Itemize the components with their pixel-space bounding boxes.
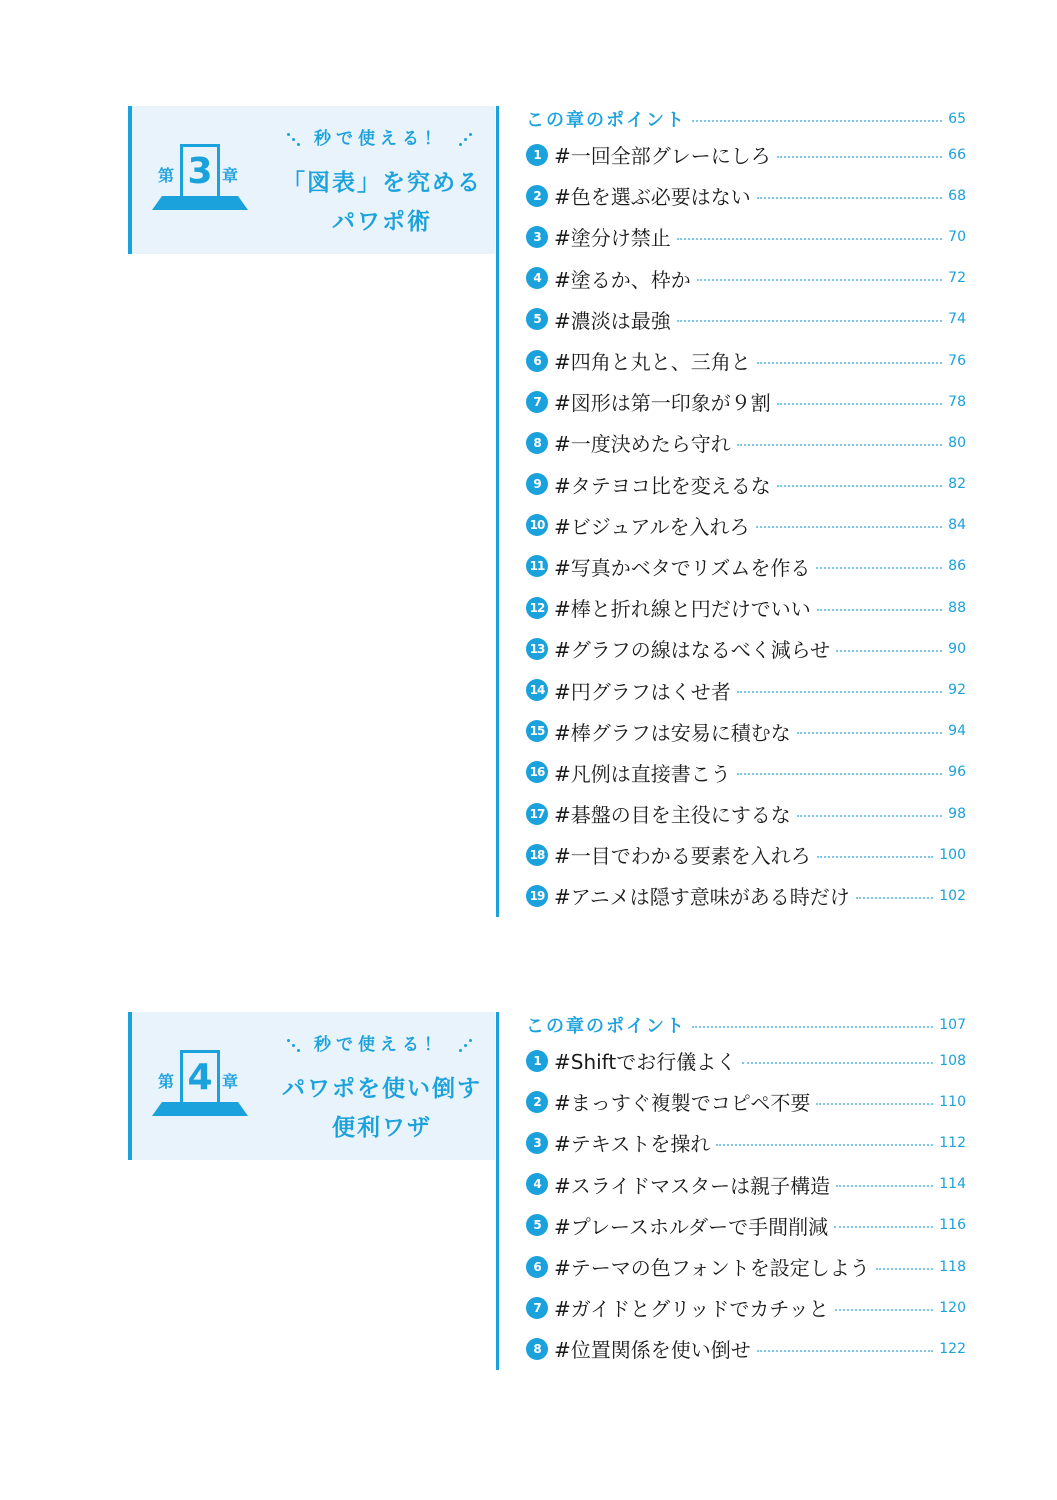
- dot-leader: [817, 856, 934, 858]
- chapter-3-toc: [496, 106, 976, 917]
- sparkle-left-icon: [285, 1038, 303, 1052]
- item-number-badge: 14: [526, 679, 548, 701]
- page-number: 65: [948, 111, 966, 127]
- page-number: 116: [939, 1217, 966, 1234]
- item-title: #濃淡は最強: [554, 308, 671, 333]
- dot-leader: [836, 650, 942, 652]
- item-title: #碁盤の目を主役にするな: [554, 803, 791, 828]
- toc-item[interactable]: [526, 464, 966, 505]
- toc-item[interactable]: [526, 1164, 966, 1205]
- dot-leader: [856, 897, 934, 899]
- page-number: 120: [939, 1299, 966, 1316]
- item-number-badge: 4: [526, 267, 548, 289]
- page-number: 84: [948, 517, 966, 534]
- item-number-badge: 13: [526, 638, 548, 660]
- toc-item[interactable]: [526, 711, 966, 752]
- item-number-badge: 17: [526, 803, 548, 825]
- chapter-4-toc: [496, 1012, 976, 1370]
- toc-list: [499, 134, 976, 917]
- toc-item[interactable]: [526, 1287, 966, 1328]
- page-number: 82: [948, 476, 966, 493]
- item-title: #塗分け禁止: [554, 226, 671, 251]
- toc-item[interactable]: [526, 505, 966, 546]
- chapter-title-line2: 便利ワザ: [332, 1115, 432, 1141]
- page-number: 78: [948, 393, 966, 410]
- toc-item[interactable]: [526, 834, 966, 875]
- item-number-badge: 12: [526, 597, 548, 619]
- toc-item[interactable]: [526, 1040, 966, 1081]
- toc-item[interactable]: [526, 258, 966, 299]
- dot-leader: [777, 485, 942, 487]
- item-title: #まっすぐ複製でコピペ不要: [554, 1091, 811, 1116]
- chapter-3-panel: [128, 106, 495, 254]
- page-number: 96: [948, 764, 966, 781]
- item-number-badge: 8: [526, 432, 548, 454]
- item-number-badge: 6: [526, 1256, 548, 1278]
- page-number: 68: [948, 187, 966, 204]
- toc-item[interactable]: [526, 875, 966, 916]
- page-number: 72: [948, 270, 966, 287]
- dot-leader: [876, 1268, 934, 1270]
- dot-leader: [777, 156, 942, 158]
- chapter-title-line1: 「図表」を究める: [282, 170, 482, 196]
- page-number: 102: [939, 887, 966, 904]
- chapter-badge: [152, 1050, 248, 1120]
- page-number: 88: [948, 599, 966, 616]
- item-number-badge: 11: [526, 555, 548, 577]
- dot-leader: [797, 732, 942, 734]
- item-number-badge: 19: [526, 885, 548, 907]
- item-number-badge: 16: [526, 761, 548, 783]
- page-number: 92: [948, 682, 966, 699]
- points-label: この章のポイント: [526, 1016, 686, 1037]
- dot-leader: [756, 526, 943, 528]
- dot-leader: [737, 773, 942, 775]
- chapter-word-dai: 第: [158, 1072, 175, 1091]
- dot-leader: [677, 320, 942, 322]
- chapter-word-shou: 章: [222, 166, 239, 185]
- page-number: 110: [939, 1093, 966, 1110]
- item-title: #ビジュアルを入れろ: [554, 514, 750, 539]
- item-title: #テーマの色フォントを設定しよう: [554, 1256, 870, 1281]
- page-number: 107: [939, 1017, 966, 1033]
- chapter-number: 3: [180, 144, 220, 196]
- chapter-title: [262, 164, 502, 242]
- dot-leader: [716, 1144, 933, 1146]
- toc-item[interactable]: [526, 216, 966, 257]
- dot-leader: [757, 197, 942, 199]
- catch-text: 秒で使える！: [314, 1035, 446, 1055]
- item-title: #凡例は直接書こう: [554, 761, 731, 786]
- chapter-4-panel: [128, 1012, 495, 1160]
- item-title: #タテヨコ比を変えるな: [554, 473, 771, 498]
- catch-text: 秒で使える！: [314, 129, 446, 149]
- item-number-badge: 5: [526, 1214, 548, 1236]
- item-number-badge: 15: [526, 720, 548, 742]
- toc-item[interactable]: [526, 134, 966, 175]
- item-number-badge: 9: [526, 473, 548, 495]
- page-number: 66: [948, 146, 966, 163]
- item-number-badge: 10: [526, 514, 548, 536]
- toc-item[interactable]: [526, 1122, 966, 1163]
- toc-item[interactable]: [526, 546, 966, 587]
- dot-leader: [677, 238, 942, 240]
- chapter-badge: [152, 144, 248, 214]
- toc-item[interactable]: [526, 1246, 966, 1287]
- toc-item[interactable]: [526, 669, 966, 710]
- points-label: この章のポイント: [526, 110, 686, 131]
- dot-leader: [777, 403, 942, 405]
- dot-leader: [742, 1062, 933, 1064]
- toc-item[interactable]: [526, 340, 966, 381]
- chapter-number: 4: [180, 1050, 220, 1102]
- item-number-badge: 3: [526, 226, 548, 248]
- item-number-badge: 2: [526, 185, 548, 207]
- dot-leader: [816, 567, 942, 569]
- item-number-badge: 4: [526, 1173, 548, 1195]
- item-title: #塗るか、枠か: [554, 267, 691, 292]
- page-number: 100: [939, 846, 966, 863]
- item-title: #テキストを操れ: [554, 1132, 711, 1157]
- dot-leader: [737, 691, 942, 693]
- laptop-base-icon: [162, 1102, 238, 1116]
- item-number-badge: 3: [526, 1132, 548, 1154]
- item-title: #四角と丸と、三角と: [554, 350, 751, 375]
- page-number: 86: [948, 558, 966, 575]
- item-title: #Shiftでお行儀よく: [554, 1050, 737, 1075]
- toc-item[interactable]: [526, 793, 966, 834]
- toc-item[interactable]: [526, 422, 966, 463]
- chapter-catchphrase: [270, 124, 490, 149]
- toc-item[interactable]: [526, 1081, 966, 1122]
- laptop-base-icon: [162, 196, 238, 210]
- item-title: #棒と折れ線と円だけでいい: [554, 597, 811, 622]
- page-number: 70: [948, 228, 966, 245]
- item-title: #図形は第一印象が９割: [554, 391, 771, 416]
- item-title: #アニメは隠す意味がある時だけ: [554, 885, 850, 910]
- item-number-badge: 1: [526, 1050, 548, 1072]
- toc-list: [499, 1040, 976, 1370]
- dot-leader: [737, 444, 942, 446]
- item-title: #色を選ぶ必要はない: [554, 185, 751, 210]
- chapter-word-dai: 第: [158, 166, 175, 185]
- toc-points-row[interactable]: [526, 106, 966, 132]
- chapter-catchphrase: [270, 1030, 490, 1055]
- item-number-badge: 18: [526, 844, 548, 866]
- page-number: 114: [939, 1176, 966, 1193]
- item-title: #一度決めたら守れ: [554, 432, 731, 457]
- dot-leader: [692, 1026, 933, 1028]
- toc-item[interactable]: [526, 299, 966, 340]
- chapter-word-shou: 章: [222, 1072, 239, 1091]
- item-number-badge: 2: [526, 1091, 548, 1113]
- item-title: #プレースホルダーで手間削減: [554, 1214, 829, 1239]
- sparkle-right-icon: [457, 1038, 475, 1052]
- toc-item[interactable]: [526, 1205, 966, 1246]
- item-number-badge: 8: [526, 1338, 548, 1360]
- item-title: #スライドマスターは親子構造: [554, 1173, 831, 1198]
- dot-leader: [692, 120, 942, 122]
- dot-leader: [835, 1309, 934, 1311]
- dot-leader: [817, 609, 942, 611]
- page-number: 94: [948, 723, 966, 740]
- chapter-title-line1: パワポを使い倒す: [282, 1076, 482, 1102]
- toc-item[interactable]: [526, 175, 966, 216]
- item-title: #一回全部グレーにしろ: [554, 144, 771, 169]
- toc-points-row[interactable]: [526, 1012, 966, 1038]
- page-number: 76: [948, 352, 966, 369]
- dot-leader: [797, 815, 942, 817]
- sparkle-left-icon: [285, 132, 303, 146]
- page-number: 118: [939, 1258, 966, 1275]
- chapter-title-line2: パワポ術: [332, 209, 432, 235]
- page-number: 80: [948, 434, 966, 451]
- item-number-badge: 7: [526, 1297, 548, 1319]
- page-number: 90: [948, 640, 966, 657]
- dot-leader: [697, 279, 942, 281]
- item-title: #一目でわかる要素を入れろ: [554, 844, 811, 869]
- page-number: 74: [948, 311, 966, 328]
- item-title: #グラフの線はなるべく減らせ: [554, 638, 831, 663]
- page-number: 108: [939, 1052, 966, 1069]
- dot-leader: [757, 1350, 934, 1352]
- dot-leader: [757, 362, 942, 364]
- toc-item[interactable]: [526, 587, 966, 628]
- item-number-badge: 5: [526, 308, 548, 330]
- dot-leader: [836, 1185, 933, 1187]
- item-number-badge: 7: [526, 391, 548, 413]
- dot-leader: [816, 1103, 933, 1105]
- toc-item[interactable]: [526, 1328, 966, 1369]
- toc-item[interactable]: [526, 381, 966, 422]
- toc-item[interactable]: [526, 628, 966, 669]
- dot-leader: [834, 1226, 933, 1228]
- item-title: #ガイドとグリッドでカチッと: [554, 1297, 829, 1322]
- toc-item[interactable]: [526, 752, 966, 793]
- chapter-title: [262, 1070, 502, 1148]
- page-number: 98: [948, 805, 966, 822]
- page-number: 122: [939, 1340, 966, 1357]
- item-title: #円グラフはくせ者: [554, 679, 731, 704]
- page-number: 112: [939, 1134, 966, 1151]
- item-number-badge: 1: [526, 144, 548, 166]
- item-title: #棒グラフは安易に積むな: [554, 720, 791, 745]
- sparkle-right-icon: [457, 132, 475, 146]
- item-number-badge: 6: [526, 350, 548, 372]
- item-title: #位置関係を使い倒せ: [554, 1338, 751, 1363]
- item-title: #写真かベタでリズムを作る: [554, 555, 811, 580]
